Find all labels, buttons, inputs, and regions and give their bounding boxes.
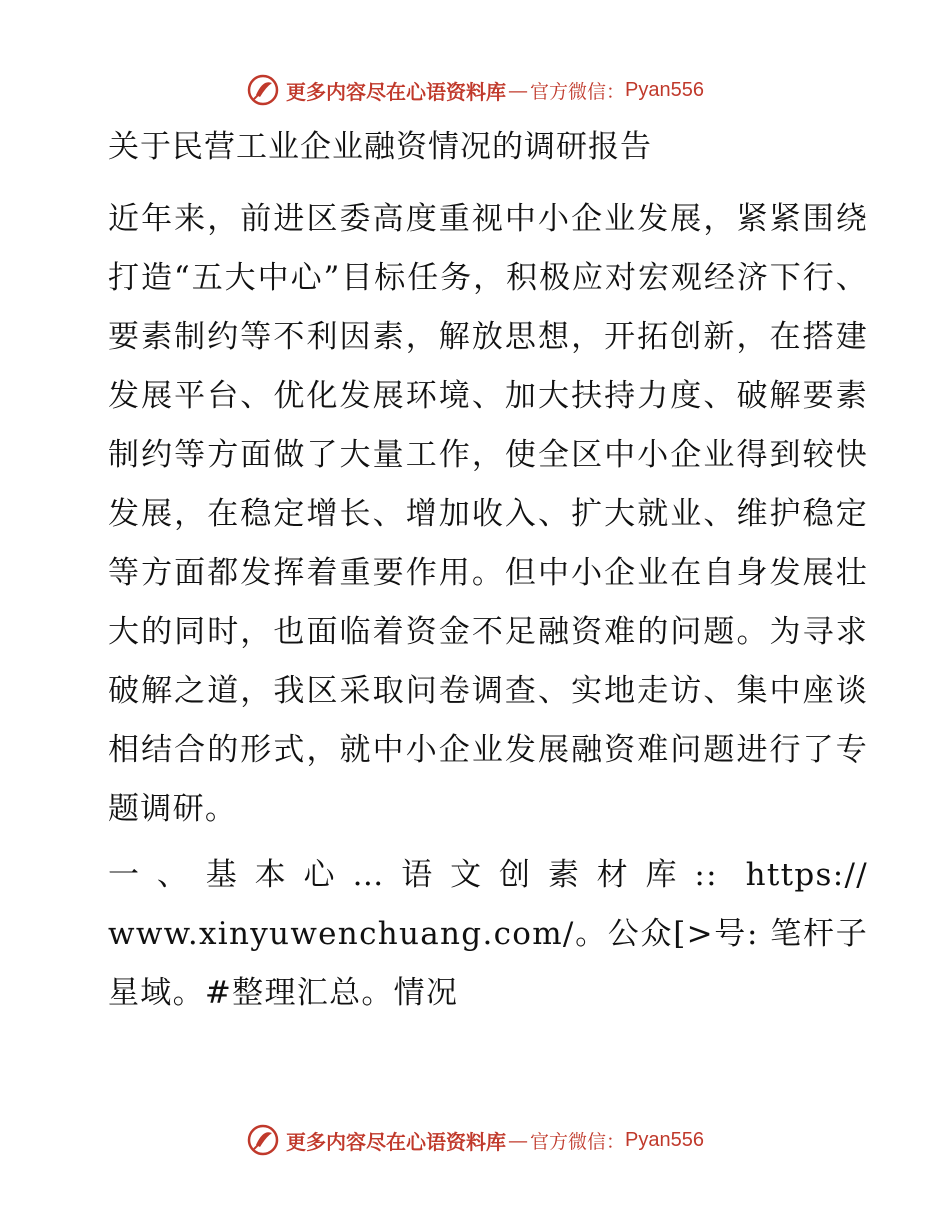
footer-site-name: 更多内容尽在心语资料库 (286, 1129, 506, 1154)
footer-banner (0, 1120, 950, 1160)
header-site-name: 更多内容尽在心语资料库 (286, 79, 506, 104)
header-wechat-id: Pyan556 (625, 78, 704, 101)
paragraph-intro: 近年来，前进区委高度重视中小企业发展，紧紧围绕打造“五大中心”目标任务，积极应对宏观经济下行、要素制约等不利因素，解放思想，开拓创新，在搭建发展平台、优化发展环境、加大扶持力度、破解要素制约等方面做了大量工作，使全区中小企业得到较快发展，在稳定增长、增加收入、扩大就业、维护稳定等方面都发挥着重要作用。但中小企业在自身发展壮大的同时，也面临着资金不足融资难的问题。为寻求破解之道，我区采取问卷调查、实地走访、集中座谈相结合的形式，就中小企业发展融资难问题进行了专题调研。 (108, 201, 868, 827)
footer-dash: — (508, 1128, 528, 1152)
footer-wechat-label: 官方微信： (530, 1130, 626, 1153)
header-wechat-label: 官方微信： (530, 80, 626, 103)
document-title: 关于民营工业企业融资情况的调研报告 (108, 129, 652, 165)
header-dash: — (508, 78, 528, 102)
paragraph-section-one: 一、基本心…语文创素材库:: https:// www.xinyuwenchuang.com/。公众[>号: 笔杆子星域。#整理汇总。情况 (108, 857, 868, 1011)
logo-icon (246, 73, 280, 107)
footer-wechat-id: Pyan556 (625, 1128, 704, 1151)
logo-icon (246, 1123, 280, 1157)
header-banner (0, 70, 950, 110)
